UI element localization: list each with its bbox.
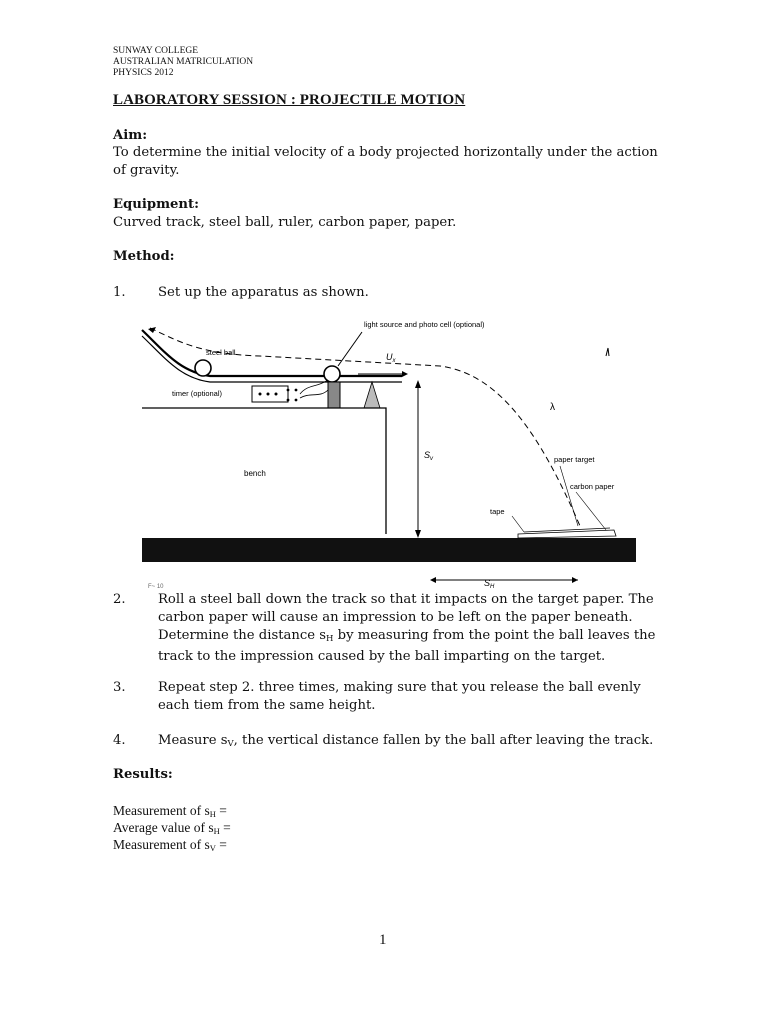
timer-label: timer (optional) bbox=[172, 389, 223, 398]
header-program: AUSTRALIAN MATRICULATION bbox=[113, 57, 254, 67]
sh-label: $S_H$ bbox=[484, 578, 495, 590]
step-number: 3. bbox=[113, 680, 126, 695]
step-text: Set up the apparatus as shown. bbox=[158, 285, 369, 300]
curved-track bbox=[142, 330, 402, 376]
equipment-text: Curved track, steel ball, ruler, carbon paper, paper. bbox=[113, 215, 457, 230]
step-number: 4. bbox=[113, 733, 126, 748]
tape-label: tape bbox=[490, 507, 505, 516]
light-source-label: light source and photo cell (optional) bbox=[364, 320, 485, 329]
ux-label: $U_x$ bbox=[386, 352, 396, 364]
trajectory-path bbox=[150, 328, 580, 526]
header-subject: PHYSICS 2012 bbox=[113, 68, 174, 78]
photo-cell bbox=[328, 382, 340, 408]
result-row: Measurement of $s_V$ = bbox=[113, 837, 227, 853]
steel-ball bbox=[195, 360, 211, 376]
result-row: Measurement of $s_H$ = bbox=[113, 803, 227, 819]
result-row: Average value of $s_H$ = bbox=[113, 820, 231, 836]
steel-ball-edge bbox=[324, 366, 340, 382]
paper-target-label: paper target bbox=[554, 455, 595, 464]
step-text: Roll a steel ball down the track so that it impacts on the target paper. The carbon paper will cause an impression to be left on the paper beneath. Determine the distance $s_H$ by measuring from the point the ball leaves the track to the impression caused by the ball imparting on the target. bbox=[158, 592, 656, 664]
step-text: Repeat step 2. three times, making sure that you release the ball evenly each tiem from the same height. bbox=[158, 680, 641, 713]
carbon-paper-label: carbon paper bbox=[570, 482, 615, 491]
step-number: 2. bbox=[113, 592, 126, 607]
document-title: LABORATORY SESSION : PROJECTILE MOTION bbox=[113, 92, 466, 108]
step-text: Measure $s_V$, the vertical distance fallen by the ball after leaving the track. bbox=[158, 733, 654, 749]
figure-label: F~ 10 bbox=[148, 584, 164, 590]
timer-box bbox=[252, 386, 288, 402]
apparatus-diagram bbox=[140, 314, 640, 590]
steel-ball-label: steel ball bbox=[206, 348, 236, 357]
step-number: 1. bbox=[113, 285, 126, 300]
bench-label: bench bbox=[244, 469, 266, 478]
aim-heading: Aim: bbox=[113, 128, 148, 143]
equipment-heading: Equipment: bbox=[113, 197, 199, 212]
floor bbox=[142, 538, 636, 562]
results-heading: Results: bbox=[113, 767, 173, 782]
header-college: SUNWAY COLLEGE bbox=[113, 46, 199, 56]
method-heading: Method: bbox=[113, 249, 175, 264]
page-number: 1 bbox=[379, 932, 387, 948]
stray-mark: λ bbox=[550, 402, 555, 413]
sv-label: $S_v$ bbox=[424, 450, 434, 462]
light-source bbox=[364, 382, 380, 408]
aim-text: To determine the initial velocity of a body projected horizontally under the action of gravity. bbox=[113, 145, 658, 178]
